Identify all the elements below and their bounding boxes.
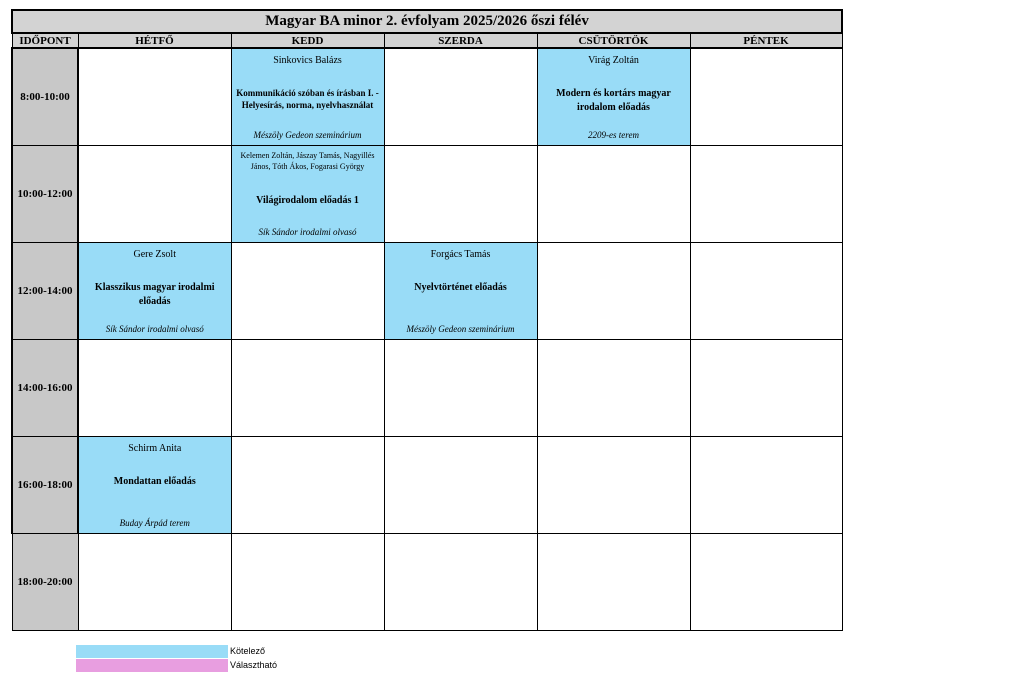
empty-cell [384, 340, 537, 437]
empty-cell [690, 146, 842, 243]
course-cell [78, 437, 231, 534]
course-block[interactable] [232, 49, 384, 145]
course-cell [231, 48, 384, 146]
course-room: Sík Sándor irodalmi olvasó [258, 227, 357, 237]
empty-cell [537, 340, 690, 437]
time-slot: 8:00-10:00 [12, 48, 78, 146]
empty-cell [231, 340, 384, 437]
course-block[interactable] [385, 243, 537, 339]
time-row [12, 437, 842, 534]
time-row [12, 146, 842, 243]
empty-cell [231, 534, 384, 631]
schedule-title: Magyar BA minor 2. évfolyam 2025/2026 őszi félév [12, 10, 842, 33]
time-row [12, 48, 842, 146]
course-cell [384, 243, 537, 340]
course-teacher: Sinkovics Balázs [273, 55, 342, 66]
empty-cell [78, 340, 231, 437]
course-cell [231, 146, 384, 243]
course-block[interactable] [538, 49, 690, 145]
course-room: 2209-es terem [588, 130, 639, 140]
course-teacher: Kelemen Zoltán, Jászay Tamás, Nagyillés János, Tóth Ákos, Fogarasi György [240, 151, 375, 171]
empty-cell [690, 437, 842, 534]
legend-swatch-optional [76, 659, 228, 672]
course-name: Klasszikus magyar irodalmi előadás [94, 282, 215, 307]
course-room: Buday Árpád terem [119, 518, 190, 528]
course-name: Mondattan előadás [113, 476, 196, 487]
legend-label-required: Kötelező [230, 646, 266, 656]
empty-cell [690, 48, 842, 146]
course-room: Sík Sándor irodalmi olvasó [105, 324, 204, 334]
empty-cell [690, 340, 842, 437]
empty-cell [78, 146, 231, 243]
legend-swatch-required [76, 645, 228, 658]
course-room: Mészöly Gedeon szeminárium [253, 130, 362, 140]
empty-cell [78, 48, 231, 146]
course-room: Mészöly Gedeon szeminárium [406, 324, 515, 334]
time-slot: 12:00-14:00 [12, 243, 78, 340]
empty-cell [690, 243, 842, 340]
header-row [12, 33, 842, 48]
course-teacher: Schirm Anita [128, 443, 182, 454]
legend-label-optional: Választható [230, 660, 278, 670]
time-slot: 14:00-16:00 [12, 340, 78, 437]
header-thursday: CSÜTÖRTÖK [537, 33, 690, 48]
course-block[interactable] [79, 437, 231, 533]
header-wednesday: SZERDA [384, 33, 537, 48]
empty-cell [384, 48, 537, 146]
empty-cell [231, 243, 384, 340]
schedule-table [11, 9, 843, 631]
empty-cell [537, 534, 690, 631]
header-friday: PÉNTEK [690, 33, 842, 48]
course-name: Modern és kortárs magyar irodalom előadás [556, 88, 671, 113]
time-slot: 16:00-18:00 [12, 437, 78, 534]
course-cell [537, 48, 690, 146]
course-name: Nyelvtörténet előadás [414, 282, 507, 293]
empty-cell [78, 534, 231, 631]
course-teacher: Forgács Tamás [430, 249, 491, 260]
course-block[interactable] [232, 146, 384, 242]
empty-cell [537, 243, 690, 340]
empty-cell [537, 146, 690, 243]
header-monday: HÉTFŐ [78, 33, 231, 48]
time-row [12, 243, 842, 340]
empty-cell [384, 437, 537, 534]
time-slot: 10:00-12:00 [12, 146, 78, 243]
course-teacher: Virág Zoltán [588, 55, 639, 66]
time-slot: 18:00-20:00 [12, 534, 78, 631]
course-name: Világirodalom előadás 1 [256, 195, 359, 206]
time-row [12, 534, 842, 631]
course-name: Kommunikáció szóban és írásban I. - Helyesírás, norma, nyelvhasználat [236, 88, 379, 110]
empty-cell [537, 437, 690, 534]
header-tuesday: KEDD [231, 33, 384, 48]
course-block[interactable] [79, 243, 231, 339]
empty-cell [384, 146, 537, 243]
course-teacher: Gere Zsolt [133, 249, 176, 260]
empty-cell [231, 437, 384, 534]
course-cell [78, 243, 231, 340]
empty-cell [690, 534, 842, 631]
empty-cell [384, 534, 537, 631]
header-time: IDŐPONT [12, 33, 78, 48]
time-row [12, 340, 842, 437]
